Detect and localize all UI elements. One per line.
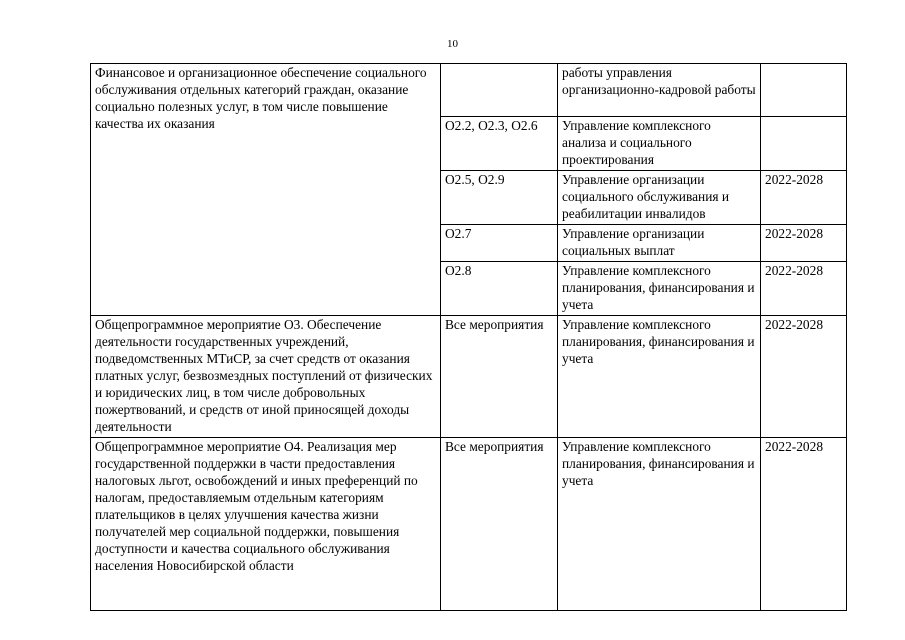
period-cell [761, 225, 847, 262]
executor-cell [558, 316, 761, 438]
executor-text: Управление организации социального обслуживания и реабилитации инвалидов [562, 172, 730, 221]
period-text: 2022-2028 [765, 439, 824, 454]
period-text: 2022-2028 [765, 263, 824, 278]
measures-cell [441, 262, 558, 316]
page-number: 10 [447, 38, 458, 50]
measures-text: О2.5, О2.9 [445, 172, 505, 187]
period-cell [761, 438, 847, 611]
executor-text: работы управления организационно-кадровой работы [562, 65, 756, 97]
measures-cell [441, 171, 558, 225]
executor-cell [558, 171, 761, 225]
measures-cell [441, 225, 558, 262]
period-cell [761, 171, 847, 225]
measures-text: Все мероприятия [445, 439, 544, 454]
program-activities-table [90, 63, 847, 611]
table-row [91, 438, 847, 611]
activity-text: Финансовое и организационное обеспечение социального обслуживания отдельных категорий граждан, оказание социально полезных услуг, в том числе повышение качества их оказания [95, 65, 427, 131]
measures-cell [441, 438, 558, 611]
activity-cell [91, 316, 441, 438]
activity-cell [91, 64, 441, 316]
executor-text: Управление комплексного анализа и социального проектирования [562, 118, 711, 167]
measures-text: О2.7 [445, 226, 472, 241]
executor-text: Управление комплексного планирования, финансирования и учета [562, 317, 755, 366]
measures-cell [441, 316, 558, 438]
executor-cell [558, 262, 761, 316]
executor-cell [558, 438, 761, 611]
table-row [91, 64, 847, 117]
period-text: 2022-2028 [765, 317, 824, 332]
activity-cell [91, 438, 441, 611]
executor-text: Управление организации социальных выплат [562, 226, 705, 258]
table-row [91, 316, 847, 438]
measures-cell [441, 117, 558, 171]
period-cell [761, 117, 847, 171]
period-text: 2022-2028 [765, 226, 824, 241]
period-cell [761, 64, 847, 117]
activity-text: Общепрограммное мероприятие О4. Реализация мер государственной поддержки в части предоставления налоговых льгот, освобождений и иных преференций по налогам, предоставляемым отдельным категориям плательщиков в целях улучшения качества жизни получателей мер социальной поддержки, повышения доступности и качества социального обслуживания населения Новосибирской области [95, 439, 418, 573]
activity-text: Общепрограммное мероприятие О3. Обеспечение деятельности государственных учреждений, подведомственных МТиСР, за счет средств от оказания платных услуг, безвозмездных поступлений от физических и юридических лиц, в том числе добровольных пожертвований, и средств от иной приносящей доходы деятельности [95, 317, 433, 434]
measures-text: Все мероприятия [445, 317, 544, 332]
measures-text: О2.8 [445, 263, 472, 278]
period-cell [761, 316, 847, 438]
executor-cell [558, 225, 761, 262]
measures-cell [441, 64, 558, 117]
period-text: 2022-2028 [765, 172, 824, 187]
executor-cell [558, 64, 761, 117]
executor-text: Управление комплексного планирования, финансирования и учета [562, 439, 755, 488]
measures-text: О2.2, О2.3, О2.6 [445, 118, 538, 133]
executor-cell [558, 117, 761, 171]
executor-text: Управление комплексного планирования, финансирования и учета [562, 263, 755, 312]
period-cell [761, 262, 847, 316]
